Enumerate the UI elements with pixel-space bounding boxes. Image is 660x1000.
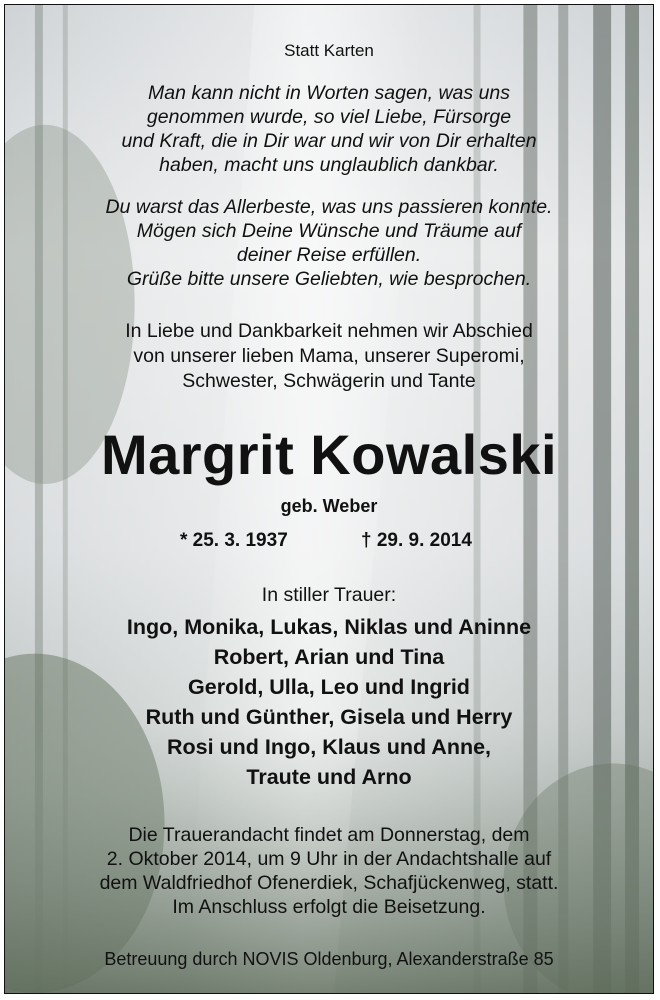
mourners-list [5,612,653,792]
service-details [5,823,653,919]
death-date: † 29. 9. 2014 [361,530,472,551]
birth-date: * 25. 3. 1937 [180,530,288,551]
maiden-name: geb. Weber [280,496,378,516]
farewell-line: Schwester, Schwägerin und Tante [182,370,476,392]
service-line: dem Waldfriedhof Ofenerdiek, Schafjückenweg, statt. [99,872,559,894]
mourner-line: Ingo, Monika, Lukas, Niklas und Aninne [126,615,532,639]
poem-line: und Kraft, die in Dir war und wir von Dir erhalten [121,130,537,152]
obituary-notice [4,4,654,994]
mourning-intro: In stiller Trauer: [261,584,397,606]
undertaker-footer: Betreuung durch NOVIS Oldenburg, Alexanderstraße 85 [104,949,554,969]
poem-line: Grüße bitte unsere Geliebten, wie besprochen. [126,268,532,290]
poem-line: Man kann nicht in Worten sagen, was uns [147,82,511,104]
mourner-line: Robert, Arian und Tina [213,645,445,669]
mourner-line: Rosi und Ingo, Klaus und Anne, [166,735,492,759]
mourner-line: Gerold, Ulla, Leo und Ingrid [188,675,470,699]
mourner-line: Traute und Arno [246,765,412,789]
poem-line: deiner Reise erfüllen. [236,244,422,266]
farewell-line: In Liebe und Dankbarkeit nehmen wir Abschied [125,320,533,342]
poem-line: haben, macht uns unglaublich dankbar. [159,154,499,176]
poem-stanza-1 [5,81,653,177]
deceased-name: Margrit Kowalski [100,423,558,486]
farewell-line: von unserer lieben Mama, unserer Superomi, [133,345,525,367]
poem-line: Du warst das Allerbeste, was uns passieren konnte. [105,196,553,218]
statt-karten-heading [5,41,653,61]
poem-line: genommen wurde, so viel Liebe, Fürsorge [146,106,512,128]
mourner-line: Ruth und Günther, Gisela und Herry [145,705,513,729]
statt-karten-text: Statt Karten [284,41,374,60]
service-line: 2. Oktober 2014, um 9 Uhr in der Andachtshalle auf [106,848,552,870]
poem-line: Mögen sich Deine Wünsche und Träume auf [136,220,522,242]
notice-content [5,5,653,993]
service-line: Die Trauerandacht findet am Donnerstag, dem [128,824,530,846]
poem-stanza-2 [5,195,653,291]
service-line: Im Anschluss erfolgt die Beisetzung. [172,896,486,918]
farewell-paragraph [5,319,653,394]
